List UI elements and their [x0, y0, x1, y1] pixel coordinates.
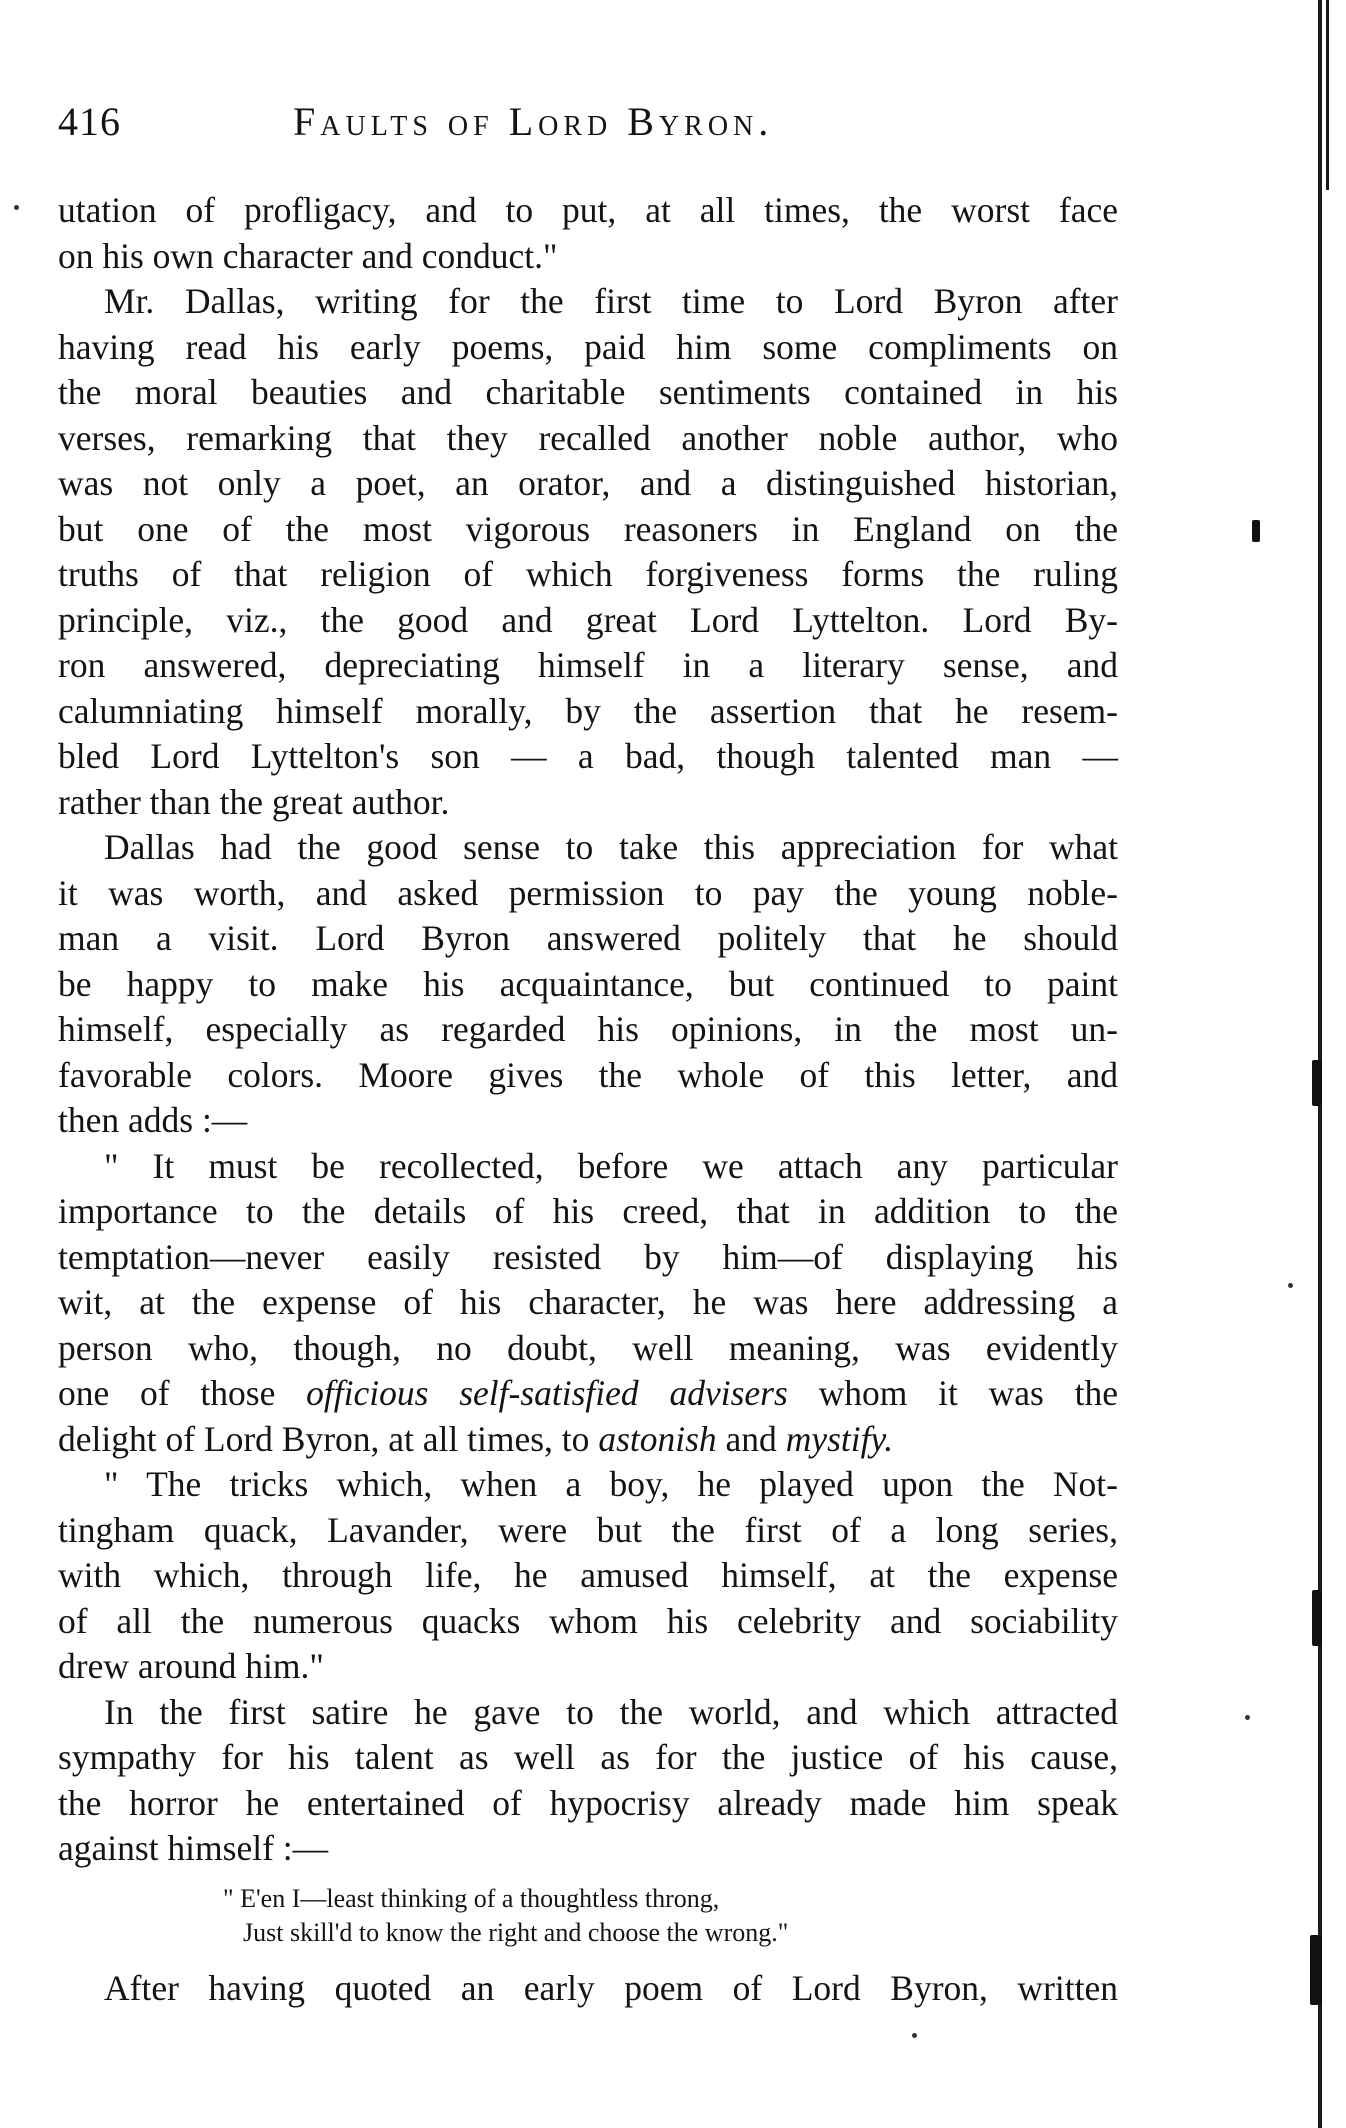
page-header [58, 98, 1118, 158]
text-line: favorable colors. Moore gives the whole of this letter, and [58, 1054, 1118, 1095]
italic-word: astonish [598, 1418, 717, 1459]
text-line: calumniating himself morally, by the assertion that he resem- [58, 690, 1118, 731]
body-text [58, 188, 1118, 2011]
text-line: of all the numerous quacks whom his celebrity and sociability [58, 1600, 1118, 1641]
text-line: tingham quack, Lavander, were but the first of a long series, [58, 1509, 1118, 1550]
text-line: rather than the great author. [58, 781, 450, 822]
text-line: wit, at the expense of his character, he was here addressing a [58, 1282, 1118, 1322]
text-line: against himself :— [58, 1828, 329, 1868]
text-run: and [716, 1418, 786, 1459]
paragraph [58, 279, 1118, 825]
text-line: person who, though, no doubt, well meaning, was evidently [58, 1327, 1118, 1368]
text-line: principle, viz., the good and great Lord Lyttelton. Lord By- [58, 599, 1118, 640]
paragraph [58, 188, 1118, 279]
binding-mark [1310, 1935, 1322, 2005]
text-line: In the first satire he gave to the world, and which attracted [104, 1691, 1118, 1732]
paragraph [58, 1462, 1118, 1690]
paragraph [58, 1690, 1118, 1872]
text-line: on his own character and conduct." [58, 235, 558, 276]
text-line: having read his early poems, paid him some compliments on [58, 326, 1118, 367]
scan-speck [912, 2033, 917, 2038]
text-line: man a visit. Lord Byron answered politely that he should [58, 918, 1118, 958]
text-line: verses, remarking that they recalled another noble author, who [58, 417, 1118, 458]
paragraph [58, 825, 1118, 1144]
text-line: was not only a poet, an orator, and a distinguished historian, [58, 463, 1118, 503]
text-line: with which, through life, he amused himself, at the expense [58, 1555, 1118, 1595]
text-run: whom it was the [787, 1373, 1118, 1413]
text-run: one of those [58, 1373, 307, 1413]
text-line: sympathy for his talent as well as for the justice of his cause, [58, 1737, 1118, 1777]
binding-mark [1312, 1590, 1322, 1646]
text-line: himself, especially as regarded his opinions, in the most un- [58, 1009, 1118, 1049]
text-line: Dallas had the good sense to take this appreciation for what [104, 827, 1118, 867]
text-line: temptation—never easily resisted by him—of displaying his [58, 1236, 1118, 1277]
text-line: drew around him." [58, 1646, 324, 1686]
text-line: the horror he entertained of hypocrisy already made him speak [58, 1782, 1118, 1823]
binding-mark [1312, 1060, 1322, 1106]
binding-edge-line [1326, 0, 1329, 190]
text-line: bled Lord Lyttelton's son — a bad, though talented man — [58, 736, 1118, 776]
page-number: 416 [58, 99, 121, 144]
text-line: utation of profligacy, and to put, at all times, the worst face [58, 190, 1118, 230]
scan-speck [1245, 1715, 1250, 1720]
text-line: truths of that religion of which forgiveness forms the ruling [58, 554, 1118, 594]
text-run: delight of Lord Byron, at all times, to [58, 1418, 599, 1459]
ink-mark [1252, 520, 1260, 542]
text-line: After having quoted an early poem of Lord Byron, written [104, 1967, 1118, 2008]
scan-speck [1288, 1283, 1293, 1288]
paragraph [58, 1144, 1118, 1463]
scan-speck [14, 205, 19, 210]
text-line: it was worth, and asked permission to pay the young noble- [58, 872, 1118, 913]
text-line: be happy to make his acquaintance, but continued to paint [58, 963, 1118, 1004]
italic-phrase: officious self-satisfied advisers [306, 1373, 788, 1413]
verse-line: " E'en I—least thinking of a thoughtless throng, [223, 1883, 720, 1913]
text-line: importance to the details of his creed, that in addition to the [58, 1191, 1118, 1231]
paragraph [58, 1966, 1118, 2012]
italic-word: mystify. [785, 1418, 894, 1459]
text-line [58, 1417, 1118, 1463]
text-line [58, 1371, 1118, 1417]
text-line: " The tricks which, when a boy, he played upon the Not- [104, 1464, 1118, 1504]
text-line: but one of the most vigorous reasoners in England on the [58, 508, 1118, 549]
text-line: ron answered, depreciating himself in a literary sense, and [58, 645, 1118, 685]
text-line: " It must be recollected, before we attach any particular [104, 1145, 1118, 1186]
verse-line: Just skill'd to know the right and choose the wrong." [243, 1917, 789, 1947]
text-line: then adds :— [58, 1100, 248, 1140]
running-head: Faults of Lord Byron. [293, 99, 774, 144]
text-line: the moral beauties and charitable sentiments contained in his [58, 372, 1118, 412]
text-line: Mr. Dallas, writing for the first time to Lord Byron after [104, 281, 1118, 321]
verse-quotation [58, 1882, 1118, 1950]
